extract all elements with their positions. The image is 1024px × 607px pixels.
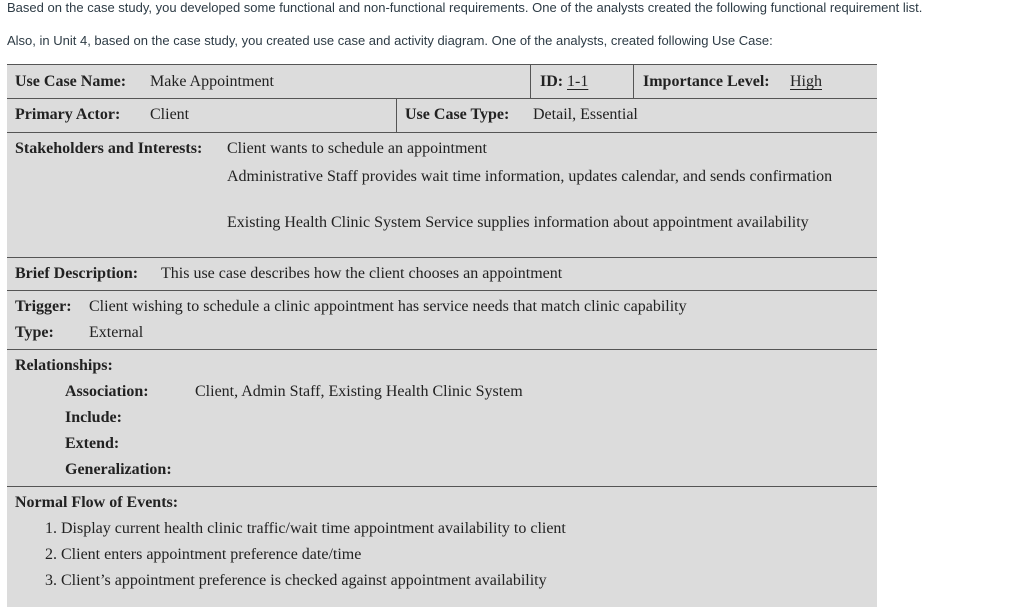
row-brief-description [7, 258, 877, 291]
row-primary-actor [7, 99, 877, 133]
use-case-type-value: Detail, Essential [533, 106, 638, 123]
id-cell [530, 65, 633, 98]
row-use-case-name [7, 65, 877, 99]
trigger-label: Trigger: [15, 298, 72, 315]
row-normal-flow [7, 487, 877, 607]
primary-actor-value: Client [150, 106, 190, 123]
normal-flow-label: Normal Flow of Events: [15, 494, 179, 511]
include-label: Include: [65, 409, 122, 426]
importance-label: Importance Level: [643, 73, 770, 90]
trigger-value: Client wishing to schedule a clinic appointment has service needs that match clinic capability [89, 298, 687, 315]
importance-value: High [790, 73, 822, 90]
use-case-table [7, 64, 877, 607]
row-stakeholders [7, 133, 877, 258]
primary-actor-cell [7, 99, 396, 132]
generalization-label: Generalization: [65, 461, 172, 478]
importance-cell [633, 65, 877, 98]
row-relationships [7, 350, 877, 487]
use-case-name-label: Use Case Name: [15, 73, 127, 90]
stakeholder-item: Client wants to schedule an appointment [227, 140, 487, 157]
use-case-name-value: Make Appointment [150, 73, 274, 90]
association-label: Association: [65, 383, 149, 400]
id-label: ID: [540, 73, 564, 90]
use-case-type-cell [396, 99, 877, 132]
extend-label: Extend: [65, 435, 120, 452]
primary-actor-label: Primary Actor: [15, 106, 121, 123]
trigger-type-label: Type: [15, 324, 54, 341]
stakeholders-label: Stakeholders and Interests: [15, 140, 203, 157]
flow-step: 3. Client’s appointment preference is checked against appointment availability [45, 572, 547, 589]
brief-description-label: Brief Description: [15, 265, 139, 282]
intro-line-1: Based on the case study, you developed some functional and non-functional requirements. One of the analysts created the following functional requirement list. [7, 0, 923, 15]
use-case-name-cell [7, 65, 530, 98]
row-trigger [7, 291, 877, 350]
association-value: Client, Admin Staff, Existing Health Clinic System [195, 383, 523, 400]
use-case-type-label: Use Case Type: [405, 106, 510, 123]
intro-line-2: Also, in Unit 4, based on the case study, you created use case and activity diagram. One of the analysts, created following Use Case: [7, 33, 773, 48]
stakeholder-item: Administrative Staff provides wait time information, updates calendar, and sends confirmation [227, 168, 833, 185]
flow-step: 2. Client enters appointment preference date/time [45, 546, 362, 563]
stakeholder-item: Existing Health Clinic System Service supplies information about appointment availability [227, 214, 809, 231]
relationships-label: Relationships: [15, 357, 113, 374]
brief-description-value: This use case describes how the client chooses an appointment [161, 265, 563, 282]
trigger-type-value: External [89, 324, 144, 341]
flow-step: 1. Display current health clinic traffic/wait time appointment availability to client [45, 520, 566, 537]
id-value: 1-1 [567, 73, 589, 90]
